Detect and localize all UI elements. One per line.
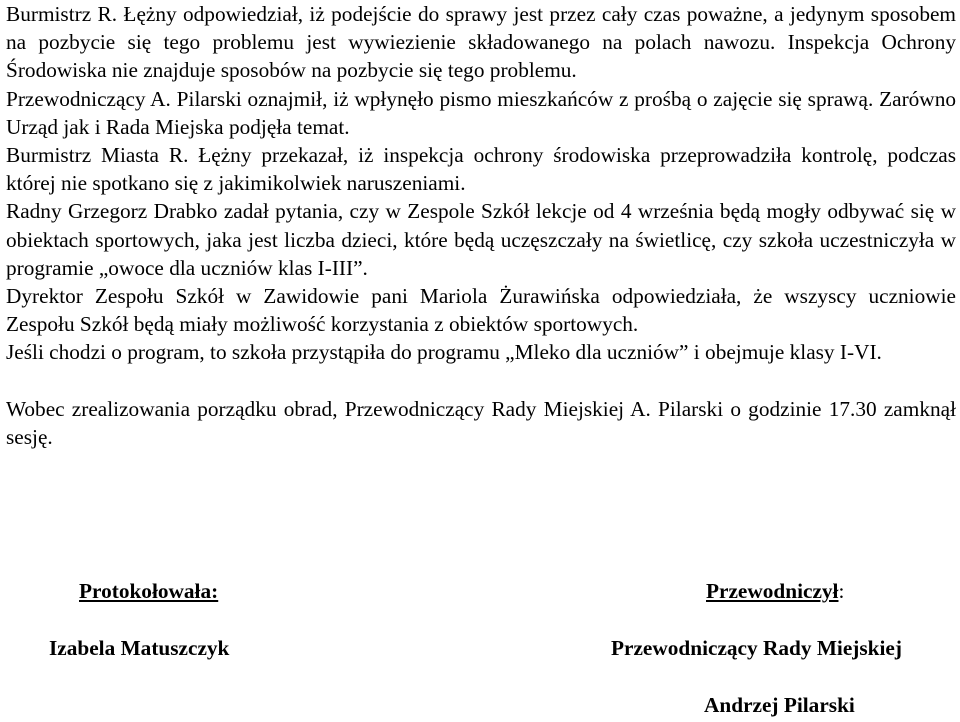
paragraph-burmistrz-reply: Burmistrz R. Łężny odpowiedział, iż podejście do sprawy jest przez cały czas poważne, a jedynym sposobem na pozbycie się tego problemu jest wywiezienie składowanego na polach nawozu. Inspekcja Ochrony Środowiska nie znajduje sposobów na pozbycie się tego problemu.: [6, 2, 956, 83]
signature-label-chair-text: Przewodniczył: [706, 579, 839, 603]
paragraph-przewodniczacy-pismo: Przewodniczący A. Pilarski oznajmił, iż wpłynęło pismo mieszkańców z prośbą o zajęcie się sprawą. Zarówno Urząd jak i Rada Miejska podjęła temat.: [6, 86, 956, 139]
signature-name-recorder: Izabela Matuszczyk: [49, 636, 230, 660]
signature-label-recorder: Protokołowała:: [79, 579, 219, 603]
paragraph-burmistrz-inspekcja: Burmistrz Miasta R. Łężny przekazał, iż inspekcja ochrony środowiska przeprowadziła kontrolę, podczas której nie spotkano się z jakimikolwiek naruszeniami.: [6, 143, 956, 196]
paragraph-dyrektor-odpowiedz: Dyrektor Zespołu Szkół w Zawidowie pani Mariola Żurawińska odpowiedziała, że wszyscy uczniowie Zespołu Szkół będą miały możliwość korzystania z obiektów sportowych.: [6, 284, 956, 337]
signature-label-chair: [706, 577, 844, 605]
paragraph-closing: Wobec zrealizowania porządku obrad, Przewodniczący Rady Miejskiej A. Pilarski o godzinie 17.30 zamknął sesję.: [6, 396, 956, 449]
signature-label-chair-colon: :: [838, 579, 845, 603]
paragraph-program-mleko: Jeśli chodzi o program, to szkoła przystąpiła do programu „Mleko dla uczniów” i obejmuje klasy I-VI.: [6, 340, 882, 365]
signature-name-chair: Andrzej Pilarski: [704, 693, 855, 717]
paragraph-radny-pytania: Radny Grzegorz Drabko zadał pytania, czy w Zespole Szkół lekcje od 4 września będą mogły odbywać się w obiektach sportowych, jaka jest liczba dzieci, które będą uczęszczały na świetlicę, czy szkoła uczestniczyła w programie „owoce dla uczniów klas I-III”.: [6, 199, 956, 280]
signature-role-chair: Przewodniczący Rady Miejskiej: [611, 636, 902, 660]
paragraph-spacer: [6, 367, 956, 395]
document-body: [6, 0, 956, 451]
